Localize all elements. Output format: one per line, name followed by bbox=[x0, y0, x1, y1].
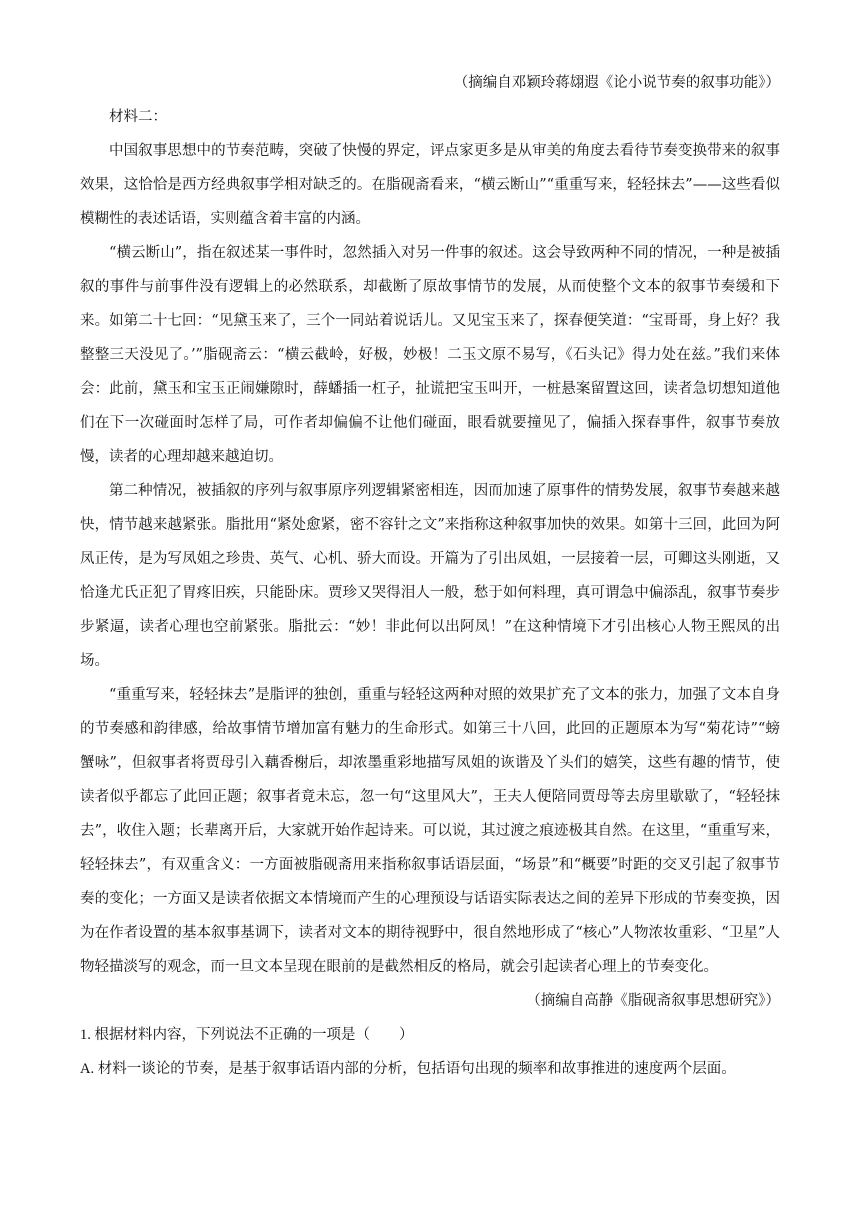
source-citation-bottom: （摘编自高静《脂砚斋叙事思想研究》） bbox=[526, 993, 780, 1009]
paragraph-4: “重重写来，轻轻抹去”是脂评的独创，重重与轻轻这两种对照的效果扩充了文本的张力，加强了文本自身的节奏感和韵律感，给故事情节增加富有魅力的生命形式。如第三十八回，此回的正题原本为写“菊花诗”“螃蟹咏”，但叙事者将贾母引入藕香榭后，却浓墨重彩地描写凤姐的诙谐及丫头们的嬉笑，这些有趣的情节，使读者似乎都忘了此回正题；叙事者竟未忘，忽一句“这里风大”，王夫人便陪同贾母等去房里歇歇了，“轻轻抹去”，收住入题；长辈离开后，大家就开始作起诗来。可以说，其过渡之痕迹极其自然。在这里，“重重写来，轻轻抹去”，有双重含义：一方面被脂砚斋用来指称叙事话语层面，“场景”和“概要”时距的交叉引起了叙事节奏的变化；一方面又是读者依据文本情境而产生的心理预设与话语实际表达之间的差异下形成的节奏变换，因为在作者设置的基本叙事基调下，读者对文本的期待视野中，很自然地形成了“核心”人物浓妆重彩、“卫星”人物轻描淡写的观念，而一旦文本呈现在眼前的是截然相反的格局，就会引起读者心理上的节奏变化。 bbox=[80, 687, 780, 975]
section-heading: 材料二： bbox=[109, 109, 167, 125]
paragraph-2: “横云断山”，指在叙述某一事件时，忽然插入对另一件事的叙述。这会导致两种不同的情况，一种是被插叙的事件与前事件没有逻辑上的必然联系，却截断了原故事情节的发展，从而使整个文本的叙事节奏缓和下来。如第二十七回：“见黛玉来了，三个一同站着说话儿。又见宝玉来了，探春便笑道：“宝哥哥，身上好？我整整三天没见了。’”脂砚斋云：“横云截岭，好极，妙极！二玉文原不易写，《石头记》得力处在兹。”我们来体会：此前，黛玉和宝玉正闹嫌隙时，薛蟠插一杠子，扯谎把宝玉叫开，一桩悬案留置这回，读者急切想知道他们在下一次碰面时怎样了局，可作者却偏偏不让他们碰面，眼看就要撞见了，偏插入探春事件，叙事节奏放慢，读者的心理却越来越迫切。 bbox=[80, 245, 780, 465]
question-stem: 1. 根据材料内容，下列说法不正确的一项是（ ） bbox=[80, 1027, 414, 1043]
paragraph-3: 第二种情况，被插叙的序列与叙事原序列逻辑紧密相连，因而加速了原事件的情势发展，叙事节奏越来越快，情节越来越紧张。脂批用“紧处愈紧，密不容针之文”来指称这种叙事加快的效果。如第十三回，此回为阿凤正传，是为写凤姐之珍贵、英气、心机、骄大而设。开篇为了引出凤姐，一层接着一层，可卿这头刚逝，又恰逢尤氏正犯了胃疼旧疾，只能卧床。贾珍又哭得泪人一般，愁于如何料理，真可谓急中偏添乱，叙事节奏步步紧逼，读者心理也空前紧张。脂批云：“妙！非此何以出阿凤！”在这种情境下才引出核心人物王熙凤的出场。 bbox=[80, 483, 780, 669]
option-a: A. 材料一谈论的节奏，是基于叙事话语内部的分析，包括语句出现的频率和故事推进的速度两个层面。 bbox=[80, 1061, 736, 1077]
document-page bbox=[80, 66, 780, 1086]
paragraph-1: 中国叙事思想中的节奏范畴，突破了快慢的界定，评点家更多是从审美的角度去看待节奏变换带来的叙事效果，这恰恰是西方经典叙事学相对缺乏的。在脂砚斋看来，“横云断山”“重重写来，轻轻抹去”——这些看似模糊性的表述话语，实则蕴含着丰富的内涵。 bbox=[80, 143, 780, 227]
source-citation-top: （摘编自邓颖玲蒋翃遐《论小说节奏的叙事功能》） bbox=[453, 75, 780, 91]
